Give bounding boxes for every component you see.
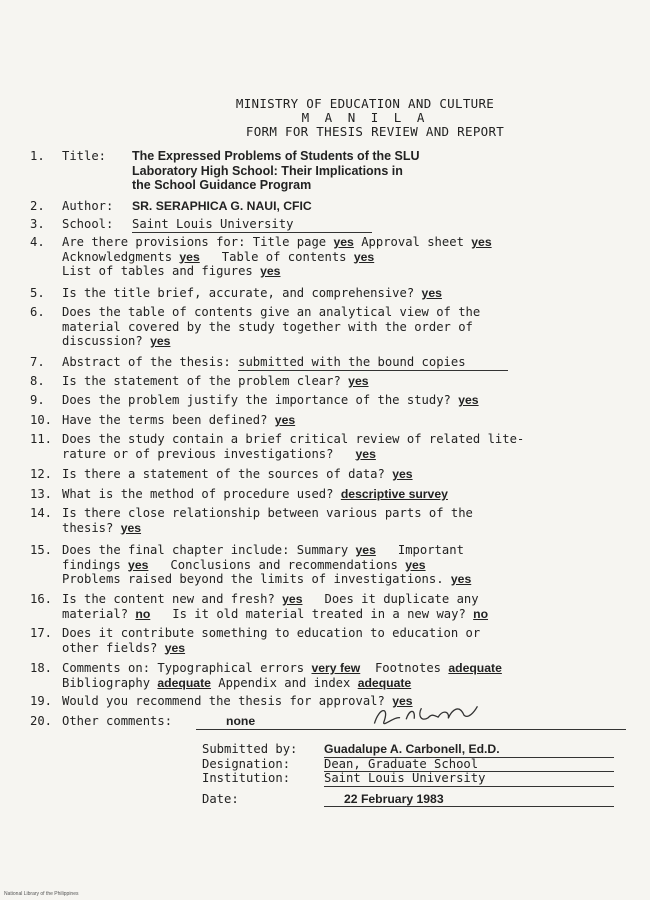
handwritten-signature (369, 696, 481, 736)
item-number: 11. (30, 432, 53, 446)
appendix-label: Appendix and index (218, 675, 351, 690)
item-number: 13. (30, 487, 53, 501)
abstract-question: Abstract of the thesis: (62, 355, 231, 369)
item-number: 15. (30, 543, 53, 557)
other-comments-label: Other comments: (62, 714, 173, 728)
item-number: 7. (30, 355, 45, 369)
school-label: School: (62, 217, 114, 231)
conclusions-answer: yes (405, 557, 426, 572)
item-number: 5. (30, 286, 45, 300)
author-value: SR. SERAPHICA G. NAUI, CFIC (132, 199, 312, 213)
acknowledgments-label: Acknowledgments (62, 249, 173, 264)
table-of-contents-label: Table of contents (221, 249, 347, 264)
method-question: What is the method of procedure used? (62, 487, 334, 501)
date-label: Date: (202, 791, 239, 806)
summary-answer: yes (355, 543, 376, 557)
material-answer: no (135, 606, 151, 621)
item-number: 20. (30, 714, 53, 728)
item-number: 4. (30, 235, 45, 249)
content-new-answer: yes (282, 592, 303, 606)
list-of-tables-label: List of tables and figures (62, 264, 253, 278)
list-of-tables-answer: yes (260, 264, 281, 278)
item-number: 17. (30, 626, 53, 640)
relationship-line-2: thesis? (62, 520, 114, 535)
header-line-1: MINISTRY OF EDUCATION AND CULTURE (235, 96, 495, 111)
header-line-3: FORM FOR THESIS REVIEW AND REPORT (245, 124, 505, 139)
item-number: 2. (30, 199, 45, 213)
date-value: 22 February 1983 (324, 792, 614, 808)
item-number: 16. (30, 592, 53, 606)
approval-sheet-answer: yes (471, 235, 492, 249)
conclusions-label: Conclusions and recommendations (170, 557, 398, 572)
title-brief-answer: yes (421, 286, 442, 300)
contribute-answer: yes (164, 640, 186, 655)
problems-raised-answer: yes (450, 572, 472, 586)
toc-line-3: discussion? (62, 334, 143, 348)
old-material-answer: no (473, 606, 489, 621)
author-label: Author: (62, 199, 114, 213)
old-material-question: Is it old material treated in a new way? (172, 606, 466, 621)
toc-answer: yes (150, 334, 171, 348)
final-chapter-question: Does the final chapter include: Summary (62, 543, 349, 557)
contribute-line-1: Does it contribute something to education to education or (62, 626, 481, 640)
bibliography-answer: adequate (157, 675, 211, 690)
statement-problem-answer: yes (348, 374, 369, 388)
typographical-answer: very few (311, 661, 361, 675)
literature-line-1: Does the study contain a brief critical review of related lite- (62, 432, 525, 446)
item-number: 1. (30, 149, 45, 163)
title-page-answer: yes (333, 235, 354, 249)
acknowledgments-answer: yes (179, 249, 200, 264)
designation-value: Dean, Graduate School (324, 757, 614, 773)
appendix-answer: adequate (357, 675, 412, 690)
contribute-line-2: other fields? (62, 640, 158, 655)
abstract-answer: submitted with the bound copies (238, 355, 508, 371)
archive-footer: National Library of the Philippines (4, 891, 79, 897)
comments-question: Comments on: Typographical errors (62, 661, 305, 675)
recommend-question: Would you recommend the thesis for approval? (62, 694, 385, 708)
item-number: 12. (30, 467, 53, 481)
table-of-contents-answer: yes (353, 249, 375, 264)
school-value: Saint Louis University (132, 217, 372, 233)
other-comments-answer: none (196, 714, 626, 730)
footnotes-answer: adequate (448, 661, 502, 675)
designation-label: Designation: (202, 756, 291, 771)
title-line-2: Laboratory High School: Their Implications in (132, 163, 403, 178)
approval-sheet-label: Approval sheet (361, 235, 464, 249)
literature-answer: yes (355, 446, 376, 461)
problems-raised-label: Problems raised beyond the limits of investigations. (62, 572, 444, 586)
sources-data-answer: yes (392, 467, 413, 481)
terms-defined-question: Have the terms been defined? (62, 413, 268, 427)
submitted-by-value: Guadalupe A. Carbonell, Ed.D. (324, 742, 614, 758)
toc-line-1: Does the table of contents give an analytical view of the (62, 305, 481, 319)
recommend-answer: yes (392, 694, 413, 708)
institution-value: Saint Louis University (324, 771, 614, 787)
submitted-by-label: Submitted by: (202, 742, 298, 756)
relationship-line-1: Is there close relationship between various parts of the (62, 506, 473, 520)
problem-justify-answer: yes (458, 393, 479, 407)
institution-label: Institution: (202, 771, 291, 785)
literature-line-2: rature or of previous investigations? (62, 446, 334, 461)
item-number: 8. (30, 374, 45, 388)
title-label: Title: (62, 149, 107, 163)
provisions-question: Are there provisions for: Title page (62, 235, 327, 249)
item-number: 14. (30, 506, 53, 520)
findings-label: findings (62, 557, 121, 572)
relationship-answer: yes (120, 520, 142, 535)
footnotes-label: Footnotes (374, 661, 441, 675)
item-number: 10. (30, 413, 53, 427)
problem-justify-question: Does the problem justify the importance of the study? (62, 393, 451, 407)
item-number: 19. (30, 694, 53, 708)
item-number: 18. (30, 661, 53, 675)
method-answer: descriptive survey (340, 487, 448, 501)
signoff-block (202, 742, 622, 806)
statement-problem-question: Is the statement of the problem clear? (62, 374, 341, 388)
item-number: 6. (30, 305, 45, 319)
bibliography-label: Bibliography (62, 675, 151, 690)
terms-defined-answer: yes (274, 413, 296, 427)
duplicate-label: Does it duplicate any (324, 592, 479, 606)
material-label: material? (62, 606, 129, 621)
header-line-2: M A N I L A (301, 110, 429, 125)
item-number: 9. (30, 393, 45, 407)
title-line-1: The Expressed Problems of Students of the SLU (132, 149, 420, 163)
item-number: 3. (30, 217, 45, 231)
content-new-question: Is the content new and fresh? (62, 592, 275, 606)
findings-answer: yes (128, 557, 149, 572)
important-label: Important (397, 543, 464, 557)
title-line-3: the School Guidance Program (132, 178, 312, 192)
title-brief-question: Is the title brief, accurate, and comprehensive? (62, 286, 415, 300)
toc-line-2: material covered by the study together with the order of (62, 319, 473, 334)
sources-data-question: Is there a statement of the sources of data? (62, 467, 385, 481)
